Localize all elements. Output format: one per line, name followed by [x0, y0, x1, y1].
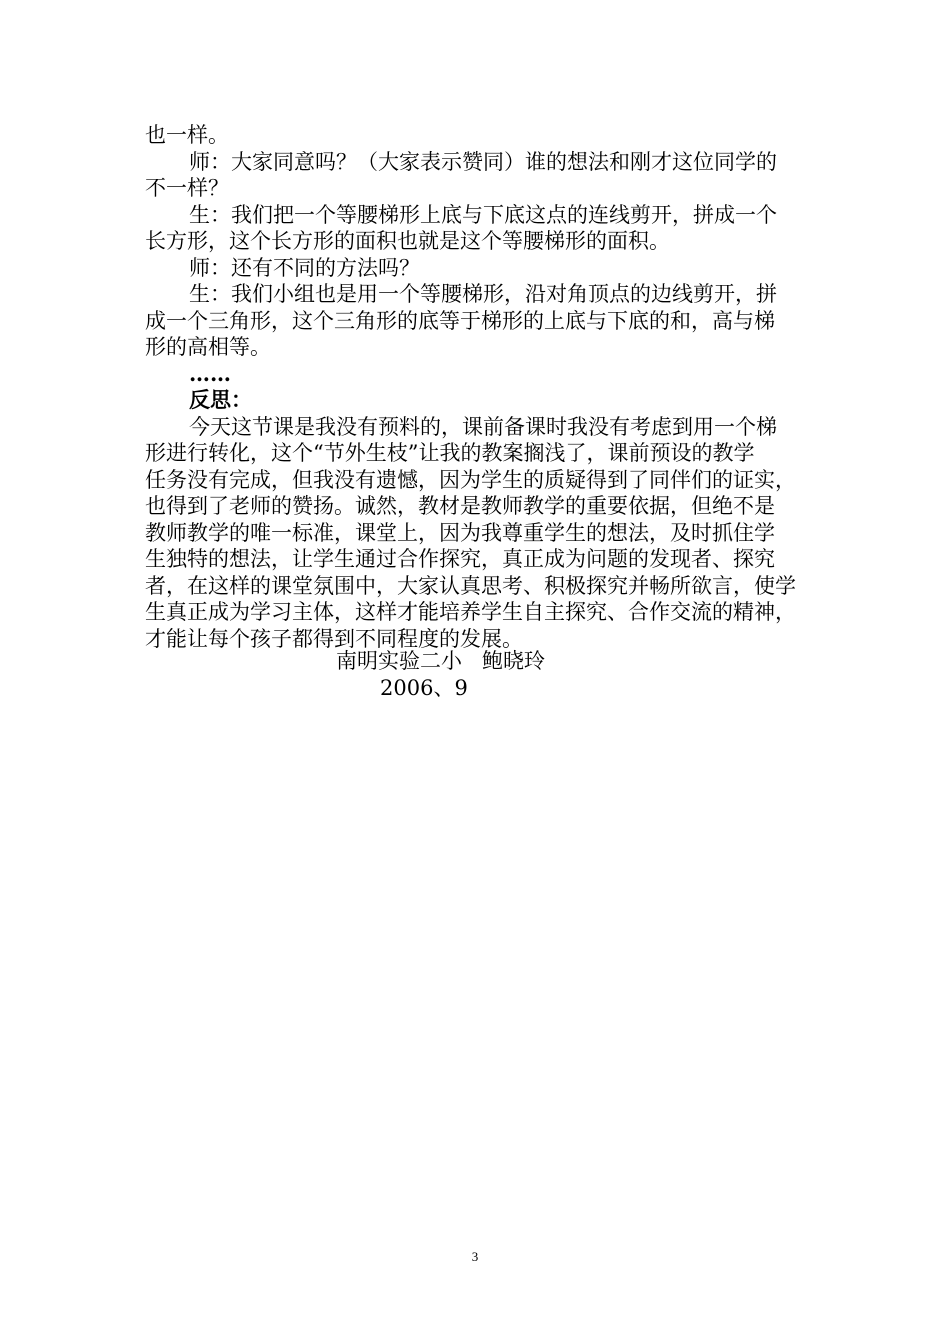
document-body: [145, 122, 810, 652]
text-line: 教师教学的唯一标准，课堂上，因为我尊重学生的想法，及时抓住学: [145, 520, 775, 545]
signature-date: 2006、9: [380, 675, 468, 700]
signature-author: 南明实验二小 鲍晓玲: [336, 649, 546, 673]
text-line: 生：我们小组也是用一个等腰梯形，沿对角顶点的边线剪开，拼: [189, 282, 777, 306]
text-line: 才能让每个孩子都得到不同程度的发展。: [145, 626, 523, 651]
text-line: 成一个三角形，这个三角形的底等于梯形的上底与下底的和，高与梯: [145, 308, 775, 333]
text-line: 师：大家同意吗？（大家表示赞同）谁的想法和刚才这位同学的: [189, 149, 777, 174]
text-line: 也得到了老师的赞扬。诚然，教材是教师教学的重要依据，但绝不是: [145, 494, 775, 518]
text-line: 也一样。: [145, 123, 229, 147]
text-line: 生真正成为学习主体，这样才能培养学生自主探究、合作交流的精神，: [145, 600, 796, 624]
text-line: 师：还有不同的方法吗？: [189, 255, 420, 280]
text-line: 任务没有完成，但我没有遗憾，因为学生的质疑得到了同伴们的证实，: [145, 467, 796, 492]
signature-block: [336, 648, 545, 701]
page-number: 3: [471, 1249, 479, 1264]
ellipsis-line: ……: [189, 360, 231, 386]
text-line: 者，在这样的课堂氛围中，大家认真思考、积极探究并畅所欲言，使学: [145, 573, 796, 598]
text-line: 今天这节课是我没有预料的，课前备课时我没有考虑到用一个梯: [189, 414, 777, 439]
text-line: 长方形，这个长方形的面积也就是这个等腰梯形的面积。: [145, 229, 670, 253]
text-line: 形进行转化，这个“节外生枝”让我的教案搁浅了，课前预设的教学: [145, 441, 755, 465]
reflection-heading: 反思：: [189, 387, 252, 412]
text-line: 形的高相等。: [145, 335, 271, 359]
text-line: 生：我们把一个等腰梯形上底与下底这点的连线剪开，拼成一个: [189, 202, 777, 227]
text-line: 不一样？: [145, 176, 229, 200]
text-line: 生独特的想法，让学生通过合作探究，真正成为问题的发现者、探究: [145, 547, 775, 571]
